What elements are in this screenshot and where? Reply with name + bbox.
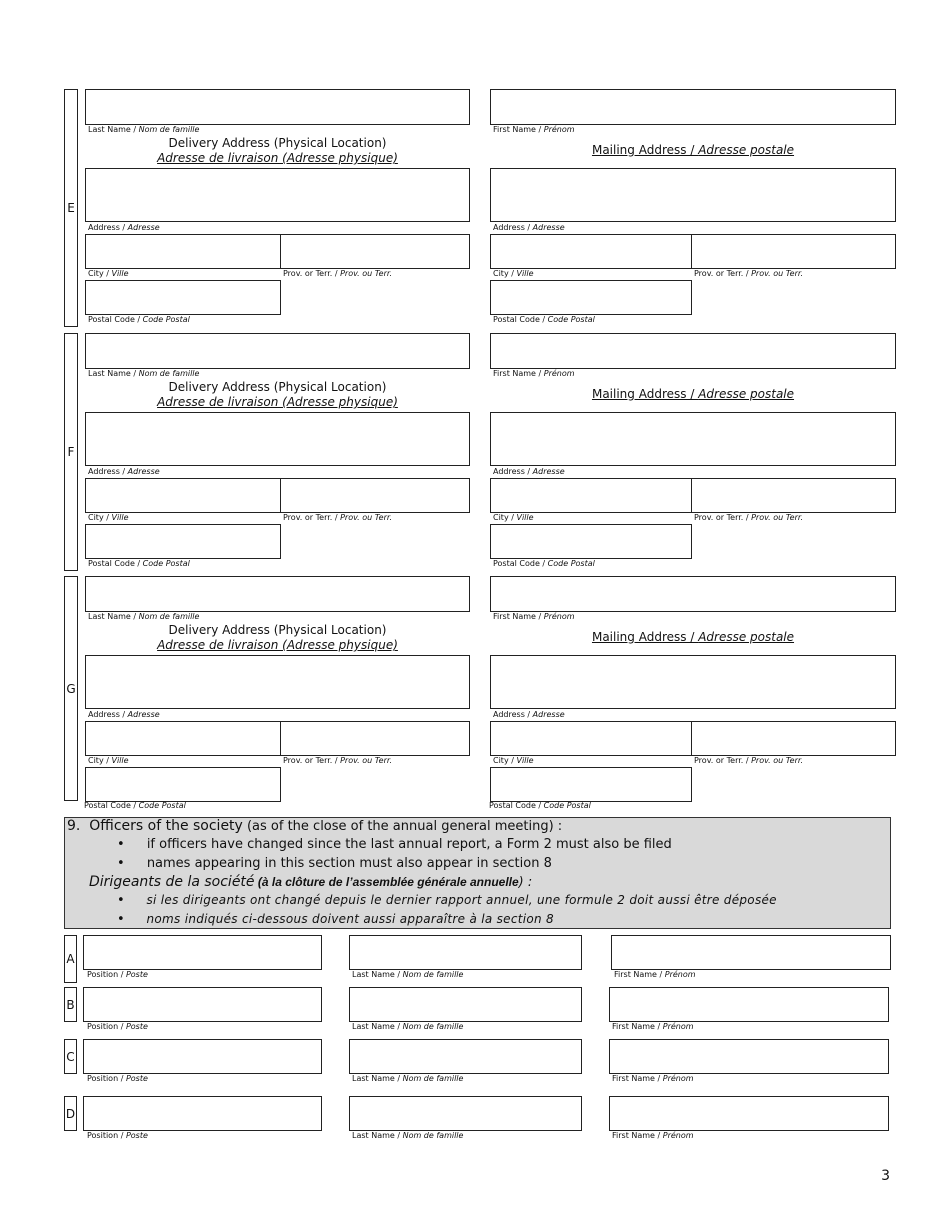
delivery-city-field[interactable]	[85, 478, 281, 513]
mailing-city-field[interactable]	[490, 721, 692, 756]
section-title-fr: Dirigeants de la société	[89, 874, 255, 890]
mailing-postal-label-en: Postal Code /	[493, 559, 548, 568]
delivery-address-label	[88, 223, 160, 232]
delivery-heading-fr: Adresse de livraison (Adresse physique)	[157, 151, 398, 165]
bullet-en-1	[117, 837, 672, 852]
delivery-address-label-fr: Adresse	[127, 710, 160, 719]
delivery-address-field[interactable]	[85, 168, 470, 222]
first-name-label-fr: Prénom	[543, 369, 575, 378]
officer-first-name-field[interactable]	[611, 935, 891, 970]
officer-first-name-label-en: First Name /	[612, 1131, 663, 1140]
mailing-address-heading	[490, 387, 896, 402]
delivery-prov-field[interactable]	[280, 478, 470, 513]
section-number: 9.	[67, 818, 81, 834]
delivery-prov-label-en: Prov. or Terr. /	[283, 269, 341, 278]
delivery-address-heading	[85, 623, 470, 653]
delivery-address-label	[88, 710, 160, 719]
bullet-icon: •	[117, 893, 125, 908]
delivery-city-label	[88, 756, 129, 765]
officer-last-name-label	[352, 1074, 463, 1083]
delivery-city-label-fr: Ville	[111, 269, 129, 278]
mailing-postal-field[interactable]	[490, 524, 692, 559]
delivery-prov-label	[283, 269, 392, 278]
officers-title-fr	[89, 874, 532, 890]
delivery-postal-field[interactable]	[85, 767, 281, 802]
first-name-label	[493, 125, 575, 134]
officer-last-name-label-en: Last Name /	[352, 1131, 403, 1140]
delivery-postal-label-en: Postal Code /	[88, 559, 143, 568]
officer-letter: A	[66, 952, 75, 966]
officer-first-name-label-en: First Name /	[612, 1022, 663, 1031]
officers-title-en	[67, 818, 562, 834]
mailing-address-heading	[490, 630, 896, 645]
officer-first-name-label	[612, 1131, 694, 1140]
delivery-postal-label-fr: Code Postal	[142, 315, 190, 324]
officer-last-name-label	[352, 1022, 463, 1031]
mailing-address-field[interactable]	[490, 412, 896, 466]
mailing-address-label-en: Address /	[493, 223, 533, 232]
mailing-city-label	[493, 269, 534, 278]
last-name-label	[88, 369, 199, 378]
officer-first-name-label-en: First Name /	[612, 1074, 663, 1083]
delivery-address-heading	[85, 380, 470, 410]
mailing-city-label-en: City /	[493, 269, 517, 278]
delivery-prov-label-en: Prov. or Terr. /	[283, 513, 341, 522]
officer-last-name-label-en: Last Name /	[352, 1022, 403, 1031]
first-name-label-en: First Name /	[493, 125, 544, 134]
mailing-address-heading	[490, 143, 896, 158]
first-name-field[interactable]	[490, 333, 896, 369]
bullet-fr-1	[117, 893, 777, 908]
delivery-city-label	[88, 269, 129, 278]
delivery-postal-label	[84, 801, 186, 810]
mailing-prov-label	[694, 756, 803, 765]
mailing-prov-field[interactable]	[691, 478, 896, 513]
mailing-city-label-fr: Ville	[516, 756, 534, 765]
delivery-address-field[interactable]	[85, 412, 470, 466]
delivery-heading-en: Delivery Address (Physical Location)	[168, 623, 387, 637]
last-name-field[interactable]	[85, 89, 470, 125]
mailing-prov-label-en: Prov. or Terr. /	[694, 513, 752, 522]
first-name-label-en: First Name /	[493, 369, 544, 378]
officer-letter: C	[66, 1049, 75, 1064]
officer-position-label	[87, 970, 148, 979]
delivery-city-label-en: City /	[88, 513, 112, 522]
officer-letter: D	[65, 1106, 76, 1121]
delivery-address-field[interactable]	[85, 655, 470, 709]
bullet-icon: •	[117, 837, 125, 852]
delivery-prov-field[interactable]	[280, 721, 470, 756]
delivery-prov-field[interactable]	[280, 234, 470, 269]
mailing-postal-label-fr: Code Postal	[543, 801, 591, 810]
officer-first-name-label	[614, 970, 696, 979]
first-name-label-fr: Prénom	[543, 125, 575, 134]
mailing-prov-field[interactable]	[691, 234, 896, 269]
director-letter-box	[64, 89, 78, 327]
officer-position-label	[87, 1022, 148, 1031]
officer-last-name-field[interactable]	[349, 1039, 582, 1074]
mailing-city-label-en: City /	[493, 756, 517, 765]
mailing-postal-label	[493, 315, 595, 324]
officer-first-name-label-fr: Prénom	[662, 1131, 694, 1140]
officer-last-name-label-fr: Nom de famille	[402, 970, 464, 979]
last-name-label-fr: Nom de famille	[138, 125, 200, 134]
officer-letter-box	[64, 1096, 77, 1131]
delivery-postal-field[interactable]	[85, 524, 281, 559]
director-letter: F	[67, 445, 75, 459]
mailing-address-label	[493, 710, 565, 719]
mailing-city-field[interactable]	[490, 234, 692, 269]
last-name-label-en: Last Name /	[88, 612, 139, 621]
bullet-icon: •	[117, 912, 125, 927]
officer-last-name-label	[352, 1131, 463, 1140]
officer-letter: B	[66, 997, 75, 1012]
officer-position-label-fr: Poste	[125, 1074, 148, 1083]
mailing-city-label-en: City /	[493, 513, 517, 522]
officer-last-name-label-fr: Nom de famille	[402, 1074, 464, 1083]
mailing-city-label-fr: Ville	[516, 513, 534, 522]
officer-last-name-label-en: Last Name /	[352, 1074, 403, 1083]
officer-first-name-label-fr: Prénom	[664, 970, 696, 979]
officer-position-label	[87, 1131, 148, 1140]
bullet-en-2	[117, 856, 552, 871]
last-name-label-en: Last Name /	[88, 125, 139, 134]
section-title-fr-end: ) :	[518, 875, 533, 890]
mailing-prov-label-en: Prov. or Terr. /	[694, 756, 752, 765]
mailing-prov-field[interactable]	[691, 721, 896, 756]
mailing-address-label-fr: Adresse	[532, 223, 565, 232]
mailing-prov-label-en: Prov. or Terr. /	[694, 269, 752, 278]
mailing-postal-field[interactable]	[490, 767, 692, 802]
director-letter-box	[64, 576, 78, 801]
delivery-prov-label	[283, 756, 392, 765]
mailing-address-field[interactable]	[490, 168, 896, 222]
officer-position-label	[87, 1074, 148, 1083]
officer-first-name-label-fr: Prénom	[662, 1022, 694, 1031]
mailing-heading	[592, 143, 794, 157]
delivery-address-label-en: Address /	[88, 467, 128, 476]
mailing-address-label-fr: Adresse	[532, 710, 565, 719]
mailing-postal-label-fr: Code Postal	[547, 559, 595, 568]
delivery-city-label-fr: Ville	[111, 756, 129, 765]
mailing-address-label-en: Address /	[493, 710, 533, 719]
delivery-city-field[interactable]	[85, 721, 281, 756]
last-name-label	[88, 125, 199, 134]
director-letter: E	[67, 201, 75, 215]
delivery-prov-label-fr: Prov. ou Terr.	[340, 756, 392, 765]
delivery-heading-en: Delivery Address (Physical Location)	[168, 136, 387, 150]
officer-position-label-fr: Poste	[125, 1131, 148, 1140]
delivery-postal-label-en: Postal Code /	[84, 801, 139, 810]
officer-last-name-field[interactable]	[349, 987, 582, 1022]
delivery-city-label-en: City /	[88, 269, 112, 278]
mailing-city-label	[493, 756, 534, 765]
mailing-prov-label-fr: Prov. ou Terr.	[751, 269, 803, 278]
bullet-text: if officers have changed since the last annual report, a Form 2 must also be filed	[146, 837, 672, 852]
delivery-city-label-fr: Ville	[111, 513, 129, 522]
mailing-address-label-en: Address /	[493, 467, 533, 476]
officer-last-name-field[interactable]	[349, 1096, 582, 1131]
mailing-prov-label-fr: Prov. ou Terr.	[751, 756, 803, 765]
bullet-text: names appearing in this section must also appear in section 8	[146, 856, 552, 871]
officer-letter-box	[64, 987, 77, 1022]
mailing-heading	[592, 387, 794, 401]
bullet-fr-2	[117, 912, 554, 927]
last-name-label	[88, 612, 199, 621]
officer-first-name-label	[612, 1074, 694, 1083]
delivery-address-heading	[85, 136, 470, 166]
delivery-postal-label	[88, 559, 190, 568]
officer-letter-box	[64, 935, 77, 983]
last-name-label-fr: Nom de famille	[138, 369, 200, 378]
page-number: 3	[881, 1168, 890, 1184]
last-name-field[interactable]	[85, 333, 470, 369]
mailing-postal-label-en: Postal Code /	[493, 315, 548, 324]
last-name-label-en: Last Name /	[88, 369, 139, 378]
mailing-city-label	[493, 513, 534, 522]
delivery-address-label-fr: Adresse	[127, 467, 160, 476]
officer-position-label-en: Position /	[87, 1074, 126, 1083]
officer-position-label-en: Position /	[87, 1022, 126, 1031]
officer-position-label-en: Position /	[87, 1131, 126, 1140]
mailing-heading-en: Mailing Address /	[591, 387, 699, 401]
mailing-postal-label	[489, 801, 591, 810]
mailing-postal-field[interactable]	[490, 280, 692, 315]
delivery-prov-label-fr: Prov. ou Terr.	[340, 513, 392, 522]
officer-first-name-field[interactable]	[609, 987, 889, 1022]
delivery-postal-label	[88, 315, 190, 324]
officer-last-name-label-en: Last Name /	[352, 970, 403, 979]
officer-last-name-label-fr: Nom de famille	[402, 1131, 464, 1140]
mailing-heading	[592, 630, 794, 644]
mailing-postal-label-fr: Code Postal	[547, 315, 595, 324]
officer-position-label-en: Position /	[87, 970, 126, 979]
officer-first-name-field[interactable]	[609, 1039, 889, 1074]
first-name-field[interactable]	[490, 89, 896, 125]
officer-position-field[interactable]	[83, 987, 322, 1022]
first-name-label	[493, 612, 575, 621]
mailing-prov-label	[694, 513, 803, 522]
bullet-text: noms indiqués ci-dessous doivent aussi apparaître à la section 8	[146, 912, 554, 926]
delivery-city-label-en: City /	[88, 756, 112, 765]
mailing-prov-label-fr: Prov. ou Terr.	[751, 513, 803, 522]
bullet-icon: •	[117, 856, 125, 871]
director-letter: G	[66, 681, 76, 696]
delivery-address-label-en: Address /	[88, 223, 128, 232]
section-title: Officers of the society	[89, 818, 243, 834]
officer-first-name-label-fr: Prénom	[662, 1074, 694, 1083]
delivery-heading-en: Delivery Address (Physical Location)	[168, 380, 387, 394]
delivery-heading-fr: Adresse de livraison (Adresse physique)	[157, 638, 398, 652]
mailing-postal-label-en: Postal Code /	[489, 801, 544, 810]
mailing-address-field[interactable]	[490, 655, 896, 709]
mailing-address-label	[493, 467, 565, 476]
mailing-city-field[interactable]	[490, 478, 692, 513]
mailing-heading-fr: Adresse postale	[698, 143, 795, 157]
officer-position-field[interactable]	[83, 935, 322, 970]
mailing-prov-label	[694, 269, 803, 278]
section-title-note: (as of the close of the annual general meeting) :	[242, 819, 563, 834]
bullet-text: si les dirigeants ont changé depuis le dernier rapport annuel, une formule 2 doit aussi être déposée	[146, 893, 777, 907]
officer-first-name-label-en: First Name /	[614, 970, 665, 979]
mailing-heading-fr: Adresse postale	[698, 630, 795, 644]
officer-position-label-fr: Poste	[125, 1022, 148, 1031]
delivery-heading-fr: Adresse de livraison (Adresse physique)	[157, 395, 398, 409]
officer-last-name-label-fr: Nom de famille	[402, 1022, 464, 1031]
delivery-postal-label-fr: Code Postal	[142, 559, 190, 568]
mailing-heading-fr: Adresse postale	[698, 387, 795, 401]
director-letter-box	[64, 333, 78, 571]
delivery-address-label-fr: Adresse	[127, 223, 160, 232]
mailing-address-label-fr: Adresse	[532, 467, 565, 476]
mailing-address-label	[493, 223, 565, 232]
first-name-label	[493, 369, 575, 378]
first-name-label-en: First Name /	[493, 612, 544, 621]
mailing-city-label-fr: Ville	[516, 269, 534, 278]
delivery-prov-label-en: Prov. or Terr. /	[283, 756, 341, 765]
delivery-postal-label-fr: Code Postal	[138, 801, 186, 810]
mailing-heading-en: Mailing Address /	[591, 143, 699, 157]
officer-first-name-field[interactable]	[609, 1096, 889, 1131]
section-title-fr-note: (à la clôture de l’assemblée générale annuelle	[254, 875, 519, 889]
officer-position-label-fr: Poste	[125, 970, 148, 979]
delivery-postal-label-en: Postal Code /	[88, 315, 143, 324]
officer-letter-box	[64, 1039, 77, 1074]
last-name-label-fr: Nom de famille	[138, 612, 200, 621]
last-name-field[interactable]	[85, 576, 470, 612]
first-name-field[interactable]	[490, 576, 896, 612]
mailing-heading-en: Mailing Address /	[591, 630, 699, 644]
delivery-prov-label-fr: Prov. ou Terr.	[340, 269, 392, 278]
officer-position-field[interactable]	[83, 1039, 322, 1074]
delivery-address-label-en: Address /	[88, 710, 128, 719]
officer-last-name-field[interactable]	[349, 935, 582, 970]
delivery-prov-label	[283, 513, 392, 522]
delivery-city-field[interactable]	[85, 234, 281, 269]
officer-position-field[interactable]	[83, 1096, 322, 1131]
first-name-label-fr: Prénom	[543, 612, 575, 621]
officer-last-name-label	[352, 970, 463, 979]
officer-first-name-label	[612, 1022, 694, 1031]
delivery-address-label	[88, 467, 160, 476]
delivery-postal-field[interactable]	[85, 280, 281, 315]
delivery-city-label	[88, 513, 129, 522]
mailing-postal-label	[493, 559, 595, 568]
officers-section-header	[64, 817, 891, 929]
